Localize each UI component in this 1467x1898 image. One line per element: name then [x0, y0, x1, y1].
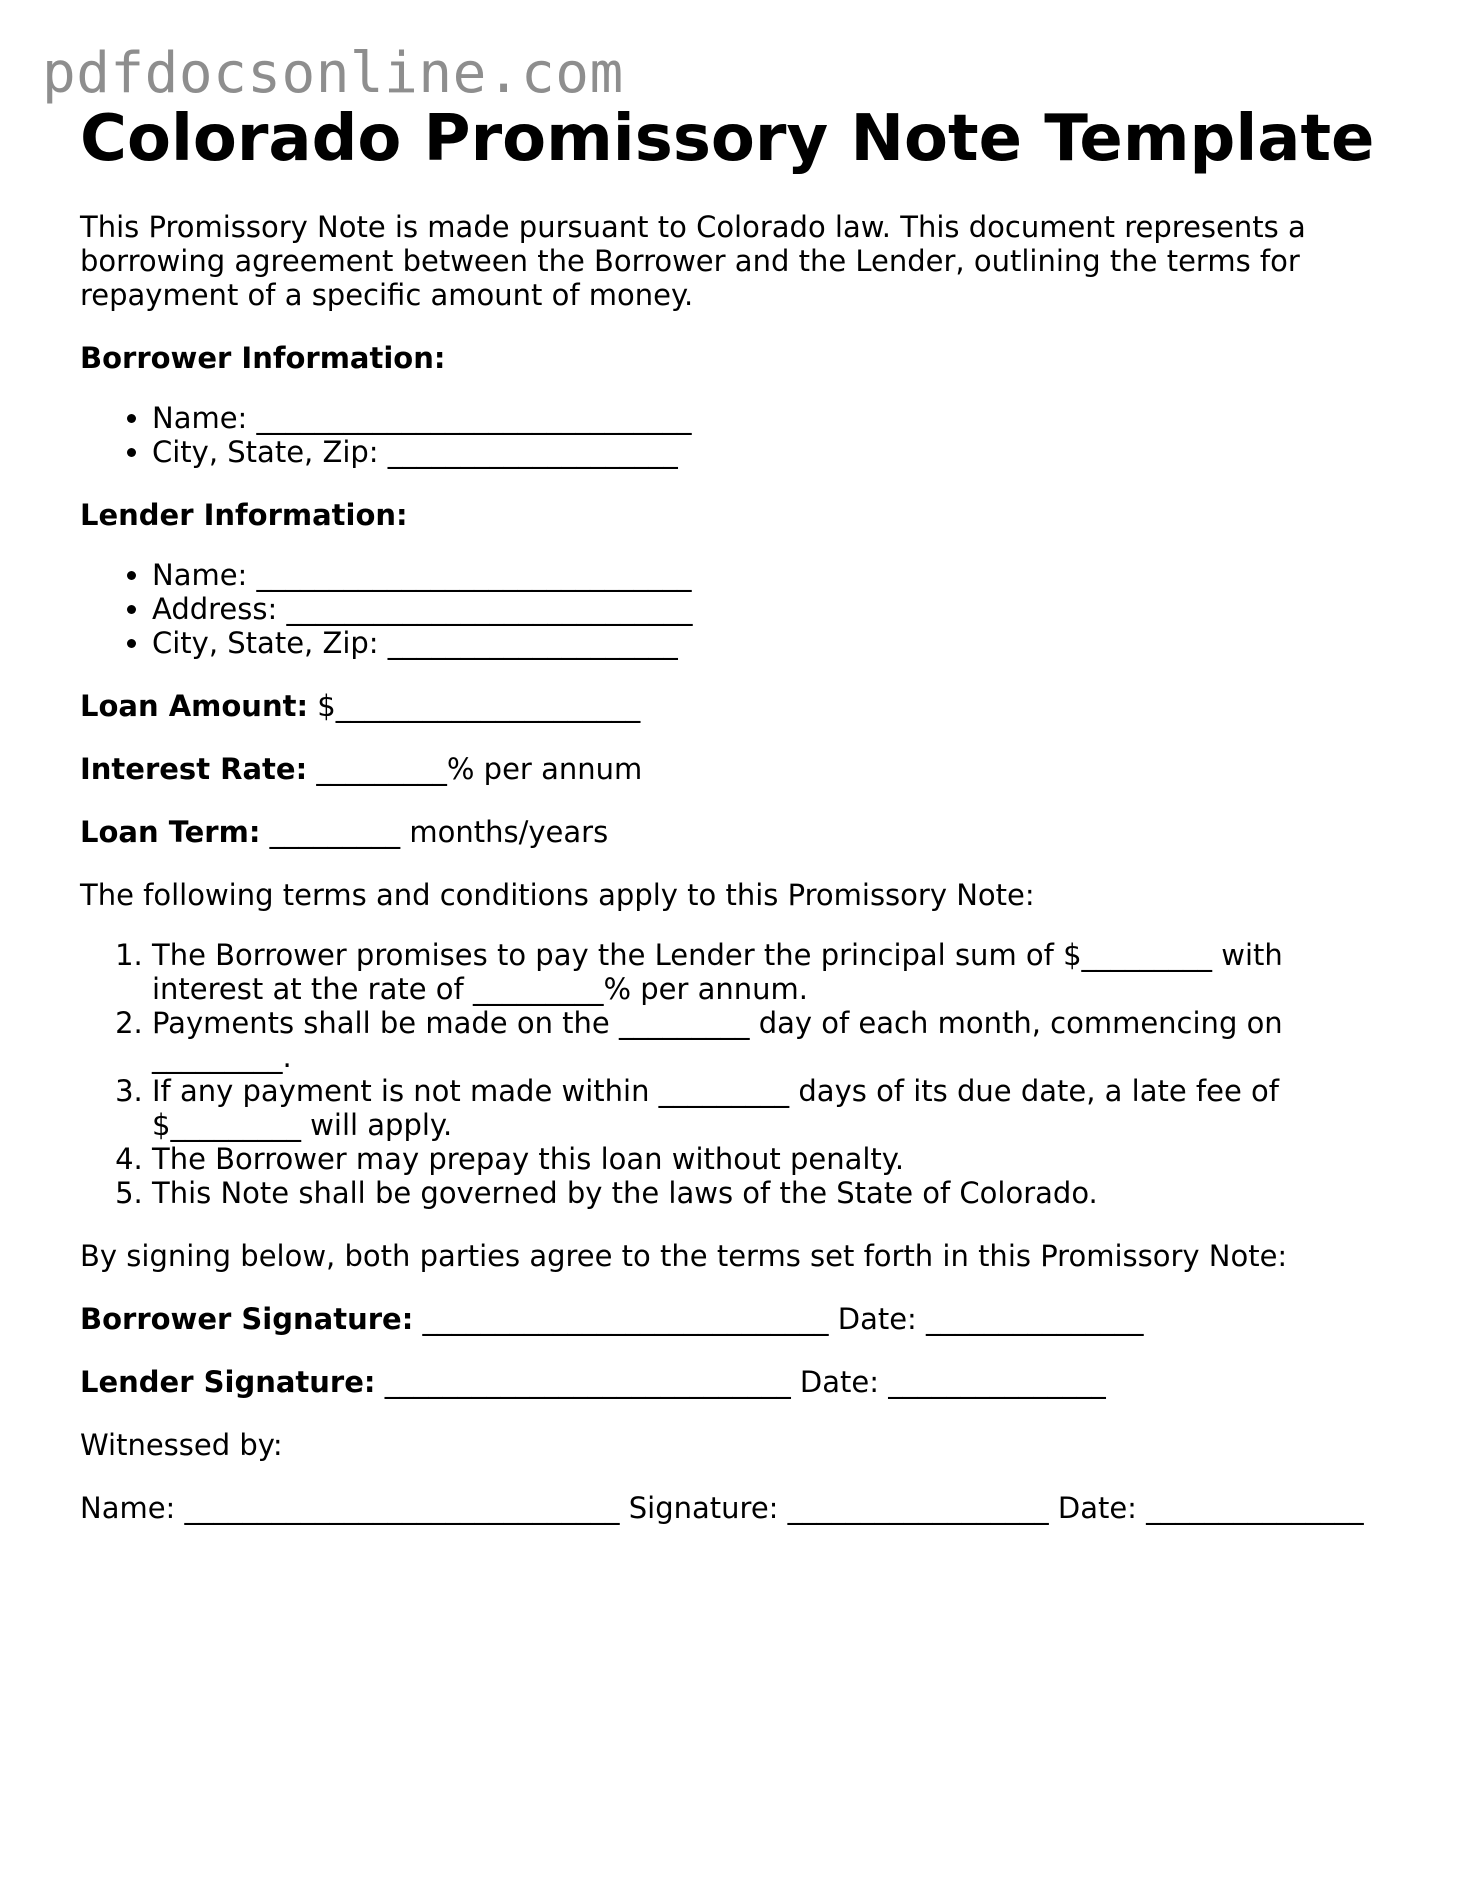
intro-paragraph: This Promissory Note is made pursuant to Colorado law. This document represents a borrowing agreement between the Borrower and the Lender, outlining the terms for repayment of a specific amount of money. [80, 210, 1306, 313]
borrower-city-field: • City, State, Zip: ____________________ [152, 435, 1400, 469]
loan-amount: Loan Amount: $_____________________ [80, 689, 641, 724]
interest-rate: Interest Rate: _________% per annum [80, 752, 643, 787]
term-item: 4. The Borrower may prepay this loan without penalty. [152, 1142, 1400, 1176]
witness-line: Name: ______________________________ Signature: __________________ Date: _______________ [80, 1491, 1364, 1526]
term-item: 1. The Borrower promises to pay the Lender the principal sum of $_________ with interest at the rate of _________% per annum. [152, 938, 1400, 1006]
witnessed-by: Witnessed by: [80, 1428, 283, 1463]
page-title: Colorado Promissory Note Template [80, 102, 1375, 176]
terms-intro: The following terms and conditions apply to this Promissory Note: [80, 878, 1035, 913]
terms-list [80, 938, 1400, 1210]
lender-heading: Lender Information: [80, 498, 408, 533]
borrower-list [80, 401, 1400, 469]
term-item: 5. This Note shall be governed by the laws of the State of Colorado. [152, 1176, 1400, 1210]
document-page [80, 104, 1400, 1525]
term-item: 3. If any payment is not made within _________ days of its due date, a late fee of $_________ will apply. [152, 1074, 1400, 1142]
term-item: 2. Payments shall be made on the _________ day of each month, commencing on _________. [152, 1006, 1400, 1074]
signing-intro: By signing below, both parties agree to the terms set forth in this Promissory Note: [80, 1239, 1288, 1274]
borrower-name-field: • Name: ______________________________ [152, 401, 1400, 435]
borrower-signature-line: Borrower Signature: ____________________________ Date: _______________ [80, 1302, 1144, 1337]
borrower-heading: Borrower Information: [80, 341, 446, 376]
lender-address-field: • Address: ____________________________ [152, 592, 1400, 626]
watermark: pdfdocsonline.com [42, 41, 624, 106]
lender-list [80, 558, 1400, 660]
lender-signature-line: Lender Signature: ____________________________ Date: _______________ [80, 1365, 1106, 1400]
lender-city-field: • City, State, Zip: ____________________ [152, 626, 1400, 660]
lender-name-field: • Name: ______________________________ [152, 558, 1400, 592]
loan-term: Loan Term: _________ months/years [80, 815, 609, 850]
